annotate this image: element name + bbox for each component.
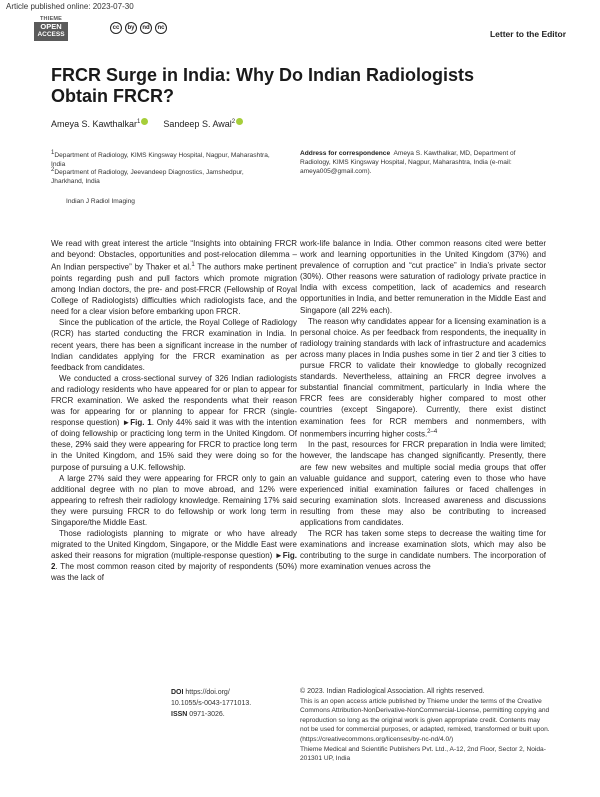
- cc-icon: cc: [110, 22, 122, 34]
- copyright-line: © 2023. Indian Radiological Association. All rights reserved.: [300, 688, 485, 695]
- logo-line-2: ACCESS: [37, 31, 65, 38]
- body-column-left: [51, 238, 297, 584]
- paragraph: Since the publication of the article, the Royal College of Radiology (RCR) has started conducting the FRCR examination in India. In recent years, there has been a significant increase in the number of Indian candidates applying for the FRCR examination as per feedback from candidates.: [51, 318, 297, 372]
- paragraph: The RCR has taken some steps to decrease the waiting time for examinations and increase examination slots, which may also be contributing to the surge in candidate numbers. The incorporation of more examination venues across the: [300, 529, 546, 572]
- issn-value: 0971-3026.: [189, 711, 225, 718]
- cc-by-icon: by: [125, 22, 137, 34]
- orcid-icon[interactable]: [141, 118, 148, 125]
- body-column-right: [300, 238, 546, 572]
- license-text: This is an open access article published by Thieme under the terms of the Creative Commons Attribution-NonDerivative-NonCommercial-License, permitting copying and reproduction so long as the original work is given appropriate credit. Contents may not be used for commercial purposes, or adapted, remixed, transformed or built upon. (https://creativecommons.org/licenses/by-nc-nd/4.0/): [300, 697, 550, 743]
- cc-nc-icon: nc: [155, 22, 167, 34]
- paragraph: Those radiologists planning to migrate or who have already migrated to the United Kingdom, Singapore, or the Middle East were asked their reasons for migration (multiple-response question) ►Fig. 2. The most common reason cited by majority of respondents (50%) was the lack of: [51, 529, 297, 583]
- author-2-sup: 2: [231, 119, 236, 125]
- logo-publisher: THIEME: [40, 16, 62, 22]
- figure-2-link[interactable]: ►Fig. 2: [51, 551, 297, 572]
- correspondence-label: Address for correspondence: [300, 150, 391, 157]
- article-title: FRCR Surge in India: Why Do Indian Radiologists Obtain FRCR?: [51, 65, 474, 106]
- doi-url[interactable]: https://doi.org/: [185, 689, 230, 696]
- paragraph: We conducted a cross-sectional survey of 326 Indian radiologists and radiology residents who have appeared for or plan to appear for FRCR examination. We asked the respondents what their reason was for appearing for or planning to appear for FRCR (single-response question) ►Fig. 1. Only 44% said it was with the intention of doing fellowship or practicing long term in the United Kingdom. Of these, 29% said they were appearing for FRCR to practice long term in the United Kingdom, and 15% said they were doing so for the purpose of pursuing a U.K. fellowship.: [51, 373, 298, 472]
- issn-label: ISSN: [171, 711, 188, 718]
- thieme-open-access-logo: [34, 16, 68, 41]
- paragraph: We read with great interest the article “Insights into obtaining FRCR and beyond: Obstacles, opportunities and post-relocation dilemma – An Indian perspective” by Thaker et al.$^1$ The authors make pertinent points regarding push and pull factors which promote migration among Indian doctors, the pre- and post-FRCR (Fellowship of Royal College of Radiologists) difficulties which radiologists face, and the need for a clear vision before embarking upon FRCR.: [51, 239, 297, 317]
- paragraph: work-life balance in India. Other common reasons cited were better work and learning opportunities in the United Kingdom (37%) and prevalence of corruption and “cut practice” in India’s private sector (30%). Other reasons were saturation of radiology private practice in India with excess competition, lack of academics and research opportunities in India, and better remuneration in the Middle East and Singapore (all 22% each).: [300, 239, 546, 315]
- section-label: Letter to the Editor: [489, 29, 566, 39]
- reference-link[interactable]: 2–4: [427, 428, 438, 435]
- published-date: Article published online: 2023-07-30: [6, 2, 134, 11]
- paragraph: The reason why candidates appear for a licensing examination is a personal choice. As per feedback from respondents, the inequality in radiology training standards with lack of infrastructure and academics across many places in India pushes some in tier 2 and tier 3 cities to pursue FRCR to validate their knowledge to globally recognized standards. Nevertheless, attaining an FRCR degree involves a substantial financial commitment, particularly in India where the FRCR fees are considerably higher compared to most other countries (except Singapore). Currently, there exist distinct examination fees for RCR members and nonmembers, with nonmembers incurring higher costs.$^{2-4}$: [300, 316, 546, 439]
- author-list: [51, 118, 243, 129]
- doi-block: [171, 687, 251, 720]
- affiliation-2: $^2$Department of Radiology, Jeevandeep Diagnostics, Jamshedpur, Jharkhand, India: [51, 167, 244, 186]
- figure-1-link[interactable]: ►Fig. 1: [122, 418, 152, 428]
- paragraph: A large 27% said they were appearing for FRCR only to gain an additional degree with no plan to move abroad, and 12% were appearing to refresh their radiology knowledge. Remaining 17% said they were pursuing FRCR to do fellowship or work long term in Singapore/the Middle East.: [51, 473, 297, 527]
- doi-label: DOI: [171, 689, 184, 696]
- author-2-name: Sandeep S. Awal: [163, 119, 232, 129]
- logo-line-1: OPEN: [40, 22, 62, 31]
- creative-commons-badges: [110, 22, 167, 34]
- reference-link[interactable]: 1: [191, 262, 195, 269]
- correspondence-address: [300, 149, 545, 176]
- doi-value[interactable]: 10.1055/s-0043-1771013.: [171, 700, 252, 707]
- correspondence-text: Ameya S. Kawthalkar, MD, Department of Radiology, KIMS Kingsway Hospital, Nagpur, Maharashtra, India (e-mail: ameya005@gmail.com).: [300, 150, 516, 175]
- journal-citation: Indian J Radiol Imaging: [66, 198, 135, 205]
- author-1-name: Ameya S. Kawthalkar: [51, 119, 138, 129]
- license-block: [300, 687, 550, 764]
- publisher-address: Thieme Medical and Scientific Publishers Pvt. Ltd., A-12, 2nd Floor, Sector 2, Noida-201301 UP, India: [300, 745, 546, 763]
- author-1-sup: 1: [137, 119, 141, 125]
- cc-nd-icon: nd: [140, 22, 152, 34]
- paragraph: In the past, resources for FRCR preparation in India were limited; however, the landscape has changed significantly. Presently, there are few new websites and multiple social media groups that offer valuable guidance and support, catering even to those who have experienced initial examination failures or faced challenges in securing examination slots. Increased awareness and discussions resulting from these may also be contributing to increased applications from candidates.: [300, 440, 546, 527]
- affiliation-1: $^1$Department of Radiology, KIMS Kingsway Hospital, Nagpur, Maharashtra, India: [51, 150, 270, 169]
- orcid-icon[interactable]: [236, 118, 243, 125]
